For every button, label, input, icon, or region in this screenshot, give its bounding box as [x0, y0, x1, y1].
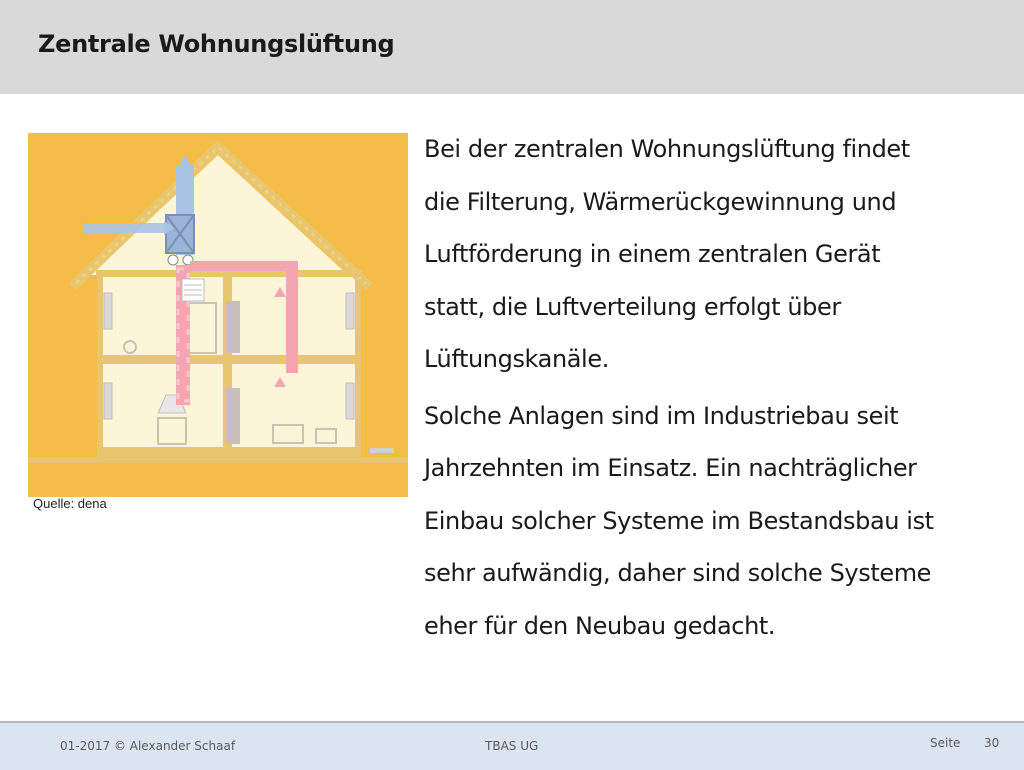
- text-line: Lüftungskanäle.: [424, 345, 609, 373]
- supply-riser-right: [286, 261, 298, 373]
- slide-header: [0, 0, 1024, 94]
- intake-duct: [84, 223, 164, 233]
- text-line: Jahrzehnten im Einsatz. Ein nachträglicher: [424, 454, 917, 482]
- footer-page-label: Seite: [930, 736, 961, 750]
- text-line: sehr aufwändig, daher sind solche Systeme: [424, 559, 932, 587]
- drain-pipe: [370, 448, 394, 453]
- attic-floor: [96, 270, 362, 277]
- footer-copyright: 01-2017 © Alexander Schaaf: [60, 739, 236, 753]
- window-left-upper: [104, 293, 112, 329]
- window-left-lower: [104, 383, 112, 419]
- door-lower: [226, 388, 240, 444]
- text-line: Einbau solcher Systeme im Bestandsbau ist: [424, 506, 934, 535]
- paragraph-2: [424, 390, 1014, 653]
- house-ventilation-illustration: [28, 133, 408, 497]
- text-line: Solche Anlagen sind im Industriebau seit: [424, 401, 899, 430]
- paragraph-1: [424, 123, 1014, 386]
- text-line: statt, die Luftverteilung erfolgt über: [424, 292, 841, 321]
- supply-duct-attic: [190, 261, 298, 271]
- window-right-lower: [346, 383, 354, 419]
- slide-title: Zentrale Wohnungslüftung: [38, 30, 395, 58]
- footer-company: TBAS UG: [485, 739, 539, 753]
- door-upper: [226, 301, 240, 353]
- text-line: Luftförderung in einem zentralen Gerät: [424, 240, 881, 268]
- text-line: Bei der zentralen Wohnungslüftung findet: [424, 135, 910, 163]
- window-right-upper: [346, 293, 354, 329]
- image-caption: Quelle: dena: [33, 496, 107, 511]
- footer-page-number: 30: [984, 736, 1000, 750]
- slide-footer: [0, 721, 1024, 770]
- text-line: die Filterung, Wärmerückgewinnung und: [424, 187, 897, 216]
- body-text: [424, 123, 1014, 656]
- fan-left: [168, 255, 178, 265]
- text-line: eher für den Neubau gedacht.: [424, 611, 776, 640]
